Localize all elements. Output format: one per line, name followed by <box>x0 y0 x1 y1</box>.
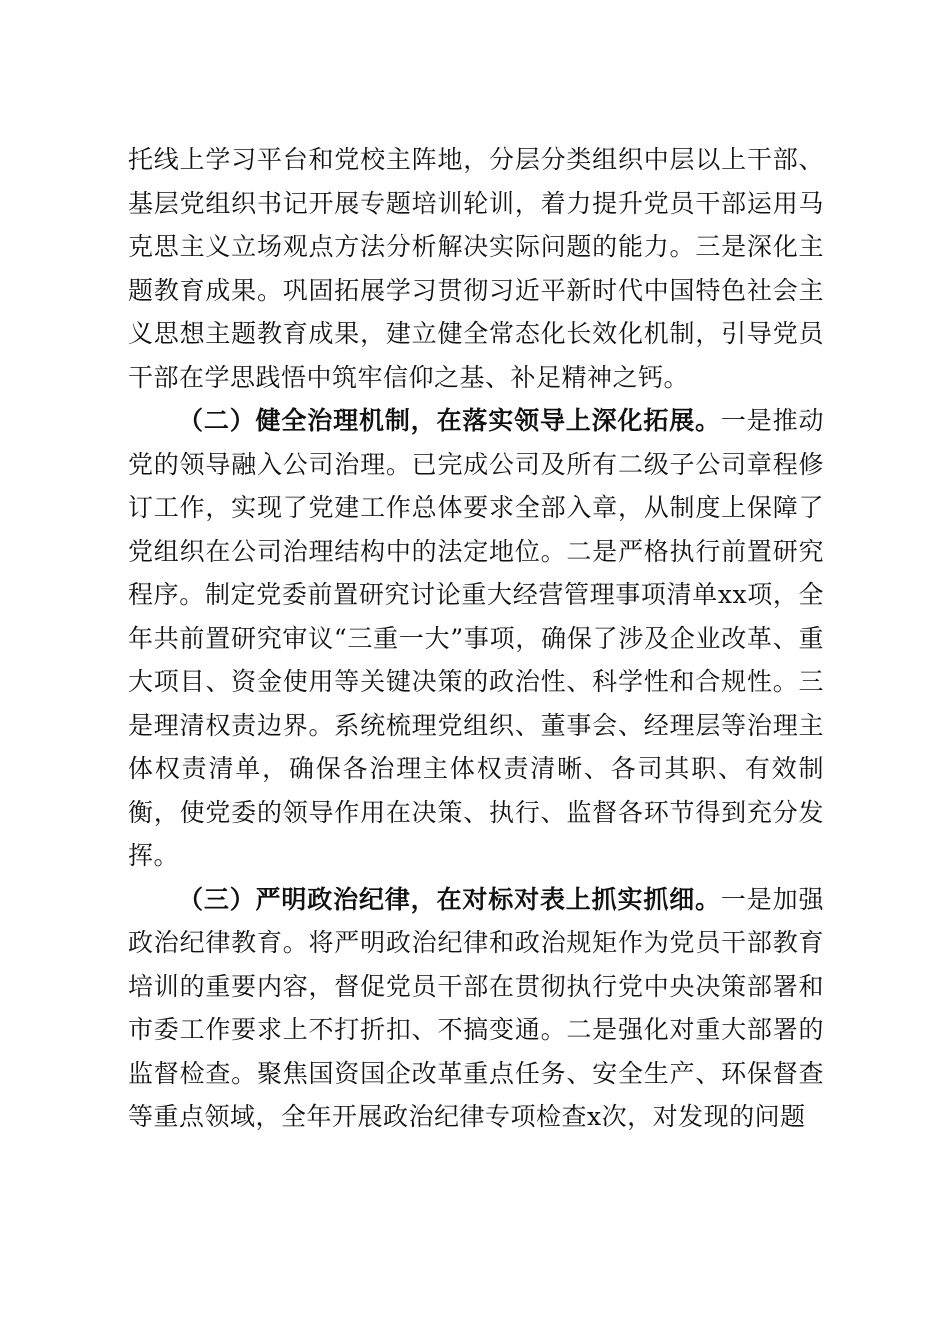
paragraph-text: 托线上学习平台和党校主阵地，分层分类组织中层以上干部、基层党组织书记开展专题培训轮训，着力提升党员干部运用马克思主义立场观点方法分析解决实际问题的能力。三是深化主题教育成果。巩固拓展学习贯彻习近平新时代中国特色社会主义思想主题教育成果，建立健全常态化长效化机制，引导党员干部在学思践悟中筑牢信仰之基、补足精神之钙。 <box>128 145 824 392</box>
document-body <box>128 138 824 1139</box>
paragraph-section-2 <box>128 399 824 878</box>
paragraph-section-3 <box>128 878 824 1139</box>
section-heading: （三）严明政治纪律，在对标对表上抓实抓细。 <box>178 884 721 914</box>
section-heading: （二）健全治理机制，在落实领导上深化拓展。 <box>178 406 721 435</box>
paragraph-continuation <box>128 138 824 399</box>
paragraph-text: 一是推动党的领导融入公司治理。已完成公司及所有二级子公司章程修订工作，实现了党建工作总体要求全部入章，从制度上保障了党组织在公司治理结构中的法定地位。二是严格执行前置研究程序。制定党委前置研究讨论重大经营管理事项清单xx项，全年共前置研究审议“三重一大”事项，确保了涉及企业改革、重大项目、资金使用等关键决策的政治性、科学性和合规性。三是理清权责边界。系统梳理党组织、董事会、经理层等治理主体权责清单，确保各治理主体权责清晰、各司其职、有效制衡，使党委的领导作用在决策、执行、监督各环节得到充分发挥。 <box>128 406 824 870</box>
paragraph-text: 一是加强政治纪律教育。将严明政治纪律和政治规矩作为党员干部教育培训的重要内容，督促党员干部在贯彻执行党中央决策部署和市委工作要求上不打折扣、不搞变通。二是强化对重大部署的监督检查。聚焦国资国企改革重点任务、安全生产、环保督查等重点领域，全年开展政治纪律专项检查x次，对发现的问题 <box>128 884 824 1131</box>
